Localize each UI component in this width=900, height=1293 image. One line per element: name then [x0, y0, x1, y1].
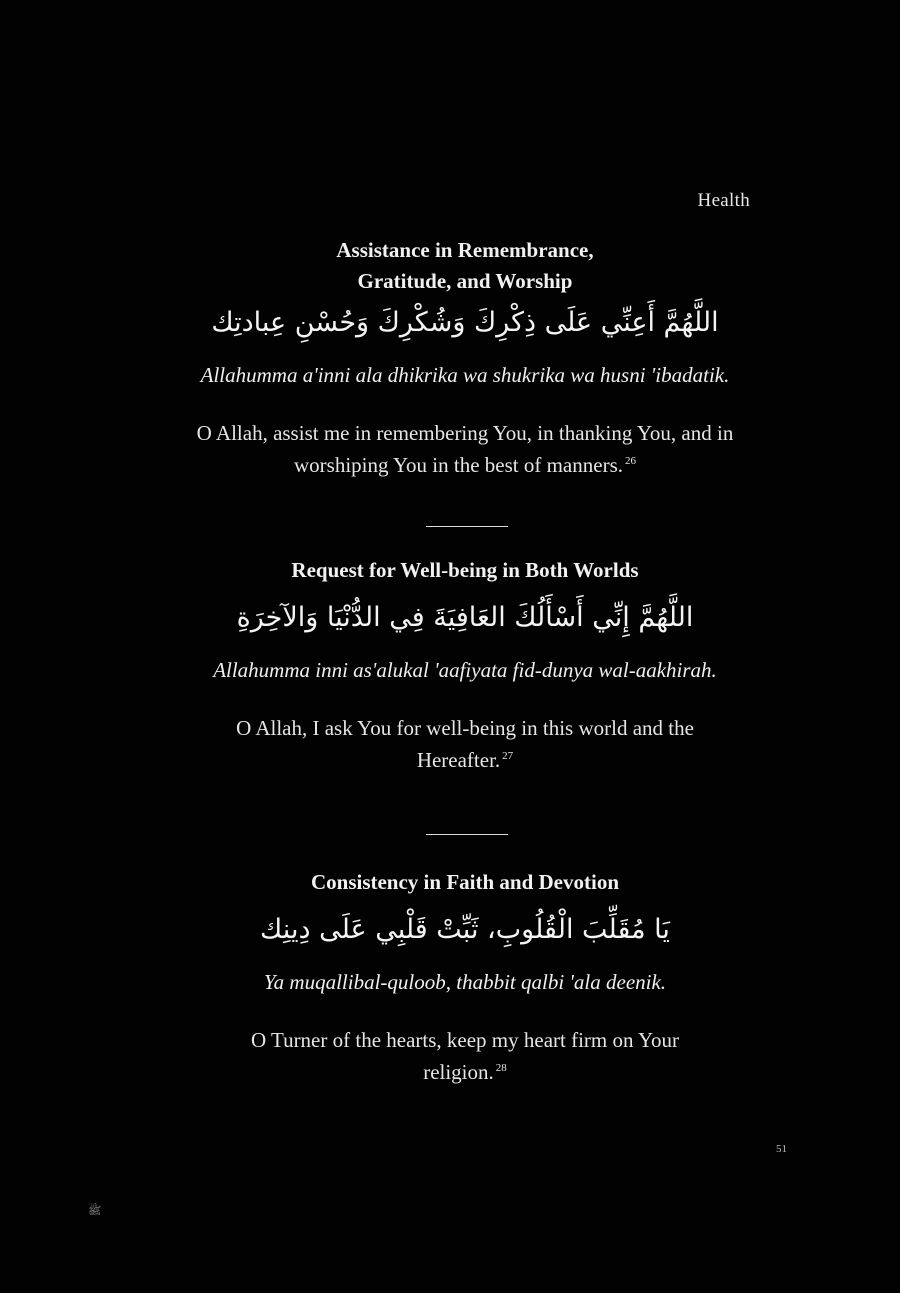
footnote-ref: 26 — [625, 455, 636, 467]
section-heading — [170, 867, 760, 898]
heading-line-1: Request for Well-being in Both Worlds — [291, 558, 639, 582]
translation-text: O Allah, assist me in remembering You, in thanking You, and in worshiping You in the best of manners. — [196, 421, 734, 477]
footnote-ref: 27 — [502, 750, 514, 762]
arabic-text: اللَّهُمَّ أَعِنِّي عَلَى ذِكْرِكَ وَشُكْرِكَ وَحُسْنِ عِبادتِك — [211, 307, 719, 338]
heading-line-1: Consistency in Faith and Devotion — [310, 870, 620, 894]
translation — [170, 1026, 760, 1086]
dua-section-consistency — [170, 867, 760, 1086]
section-heading — [170, 555, 760, 586]
section-divider — [426, 834, 508, 835]
section-divider — [426, 526, 508, 527]
translation-text: O Turner of the hearts, keep my heart firm on Your religion. — [250, 1028, 680, 1084]
footnote-ref: 28 — [495, 1062, 507, 1074]
section-heading — [170, 235, 760, 297]
transliteration: Allahumma a'inni ala dhikrika wa shukrika wa husni 'ibadatik. — [200, 363, 730, 387]
translation — [170, 714, 760, 774]
transliteration: Ya muqallibal-quloob, thabbit qalbi 'ala deenik. — [263, 970, 667, 994]
heading-line-2: Gratitude, and Worship — [357, 269, 573, 293]
page-number: 51 — [776, 1143, 787, 1155]
arabic-text: يَا مُقَلِّبَ الْقُلُوبِ، ثَبِّتْ قَلْبِي عَلَى دِينِك — [260, 914, 670, 945]
dua-section-well-being — [170, 555, 760, 774]
running-header: Health — [697, 190, 750, 211]
heading-line-1: Assistance in Remembrance, — [336, 238, 594, 262]
translation — [170, 419, 760, 479]
translation-text: O Allah, I ask You for well-being in this world and the Hereafter. — [236, 716, 694, 772]
transliteration: Allahumma inni as'alukal 'aafiyata fid-dunya wal-aakhirah. — [213, 658, 717, 682]
arabic-text: اللَّهُمَّ إِنِّي أَسْأَلُكَ العَافِيَةَ فِي الدُّنْيَا وَالآخِرَةِ — [236, 602, 694, 633]
corner-mark: ﷺ — [88, 1205, 102, 1217]
dua-section-assistance — [170, 235, 760, 479]
